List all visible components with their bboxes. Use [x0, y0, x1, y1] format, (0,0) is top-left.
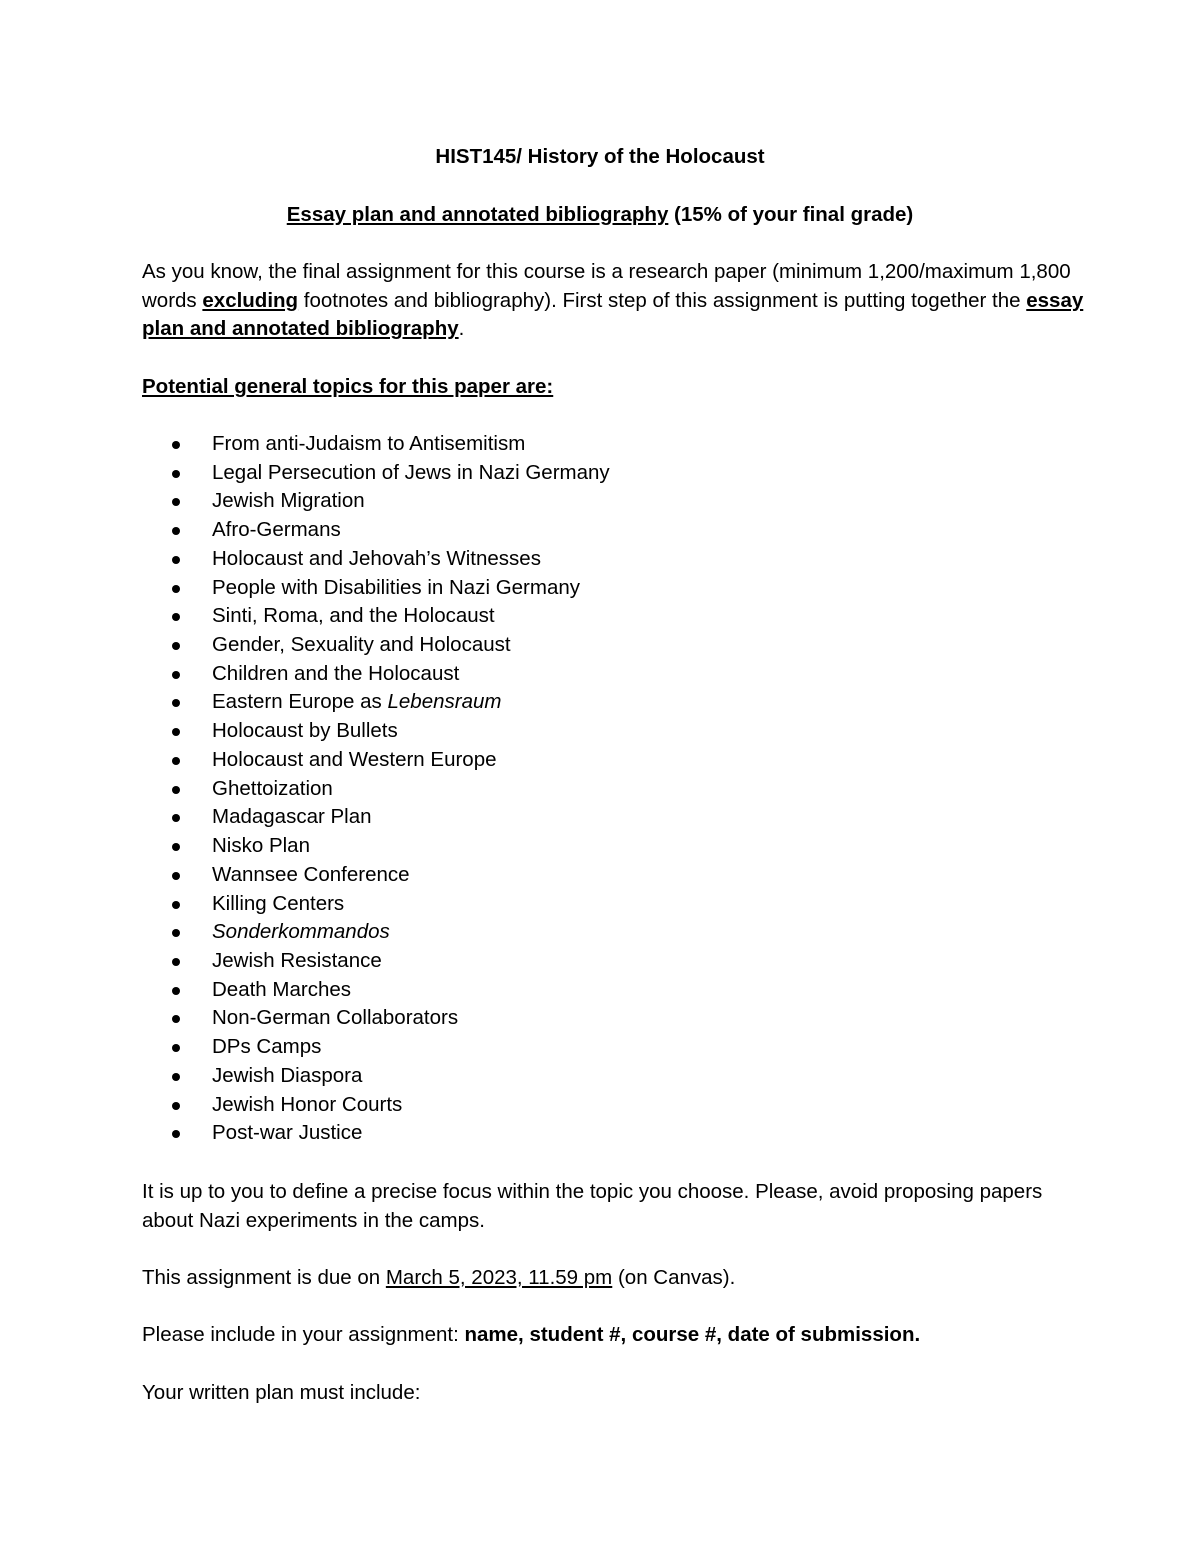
focus-paragraph: It is up to you to define a precise focus within the topic you choose. Please, avoid proposing papers about Nazi experiments in the camps.: [142, 1180, 1043, 1232]
topic-text: Wannsee Conference: [212, 862, 410, 886]
topic-text: Madagascar Plan: [212, 805, 372, 829]
topic-list-item: [142, 545, 1042, 574]
topic-list-item: [142, 1033, 1042, 1062]
bullet-icon: [172, 757, 180, 765]
bullet-icon: [172, 872, 180, 880]
topic-text: Ghettoization: [212, 776, 333, 800]
topic-text: Holocaust and Western Europe: [212, 747, 497, 771]
bullet-icon: [172, 1102, 180, 1110]
topic-text: Jewish Migration: [212, 489, 365, 513]
bullet-icon: [172, 470, 180, 478]
bullet-icon: [172, 929, 180, 937]
due-date: March 5, 2023, 11.59 pm: [385, 1266, 613, 1289]
topic-list-item: [142, 1119, 1042, 1148]
intro-emphasis-plan: essay plan and annotated bibliography: [142, 288, 1084, 341]
topic-list-item: [142, 459, 1042, 488]
topic-text: Gender, Sexuality and Holocaust: [212, 633, 511, 657]
topics-list: [142, 430, 1042, 1148]
topic-text: Eastern Europe as: [212, 690, 388, 714]
topic-text: Post-war Justice: [212, 1121, 363, 1145]
intro-paragraph: [142, 258, 1092, 344]
bullet-icon: [172, 1130, 180, 1138]
topics-heading: Potential general topics for this paper are:: [142, 375, 554, 398]
written-plan-heading: Your written plan must include:: [142, 1381, 421, 1404]
intro-text-1: As you know, the final assignment for this course is a research paper (minimum 1,200/maximum 1,800 words: [142, 260, 1071, 312]
topic-list-item: [142, 947, 1042, 976]
due-date-paragraph: [142, 1264, 1092, 1293]
topic-list-item: [142, 602, 1042, 631]
bullet-icon: [172, 671, 180, 679]
page-title: HIST145/ History of the Holocaust: [435, 145, 765, 168]
topic-list-item: [142, 688, 1042, 717]
subtitle-grade-weight: (15% of your final grade): [668, 203, 914, 226]
topic-text: Non-German Collaborators: [212, 1006, 459, 1030]
include-paragraph: [142, 1321, 1092, 1350]
topic-list-item: [142, 976, 1042, 1005]
topic-text: From anti-Judaism to Antisemitism: [212, 432, 526, 455]
bullet-icon: [172, 987, 180, 995]
topic-text-italic: Lebensraum: [387, 690, 502, 714]
bullet-icon: [172, 585, 180, 593]
topic-text: Death Marches: [212, 977, 352, 1001]
topic-text: People with Disabilities in Nazi Germany: [212, 575, 581, 599]
topic-text-italic: Sonderkommandos: [212, 920, 390, 944]
bullet-icon: [172, 1015, 180, 1023]
topic-list-item: [142, 861, 1042, 890]
intro-text-2: footnotes and bibliography). First step of this assignment is putting together the: [298, 288, 1027, 312]
bullet-icon: [172, 1044, 180, 1052]
topic-text: Jewish Honor Courts: [212, 1092, 403, 1116]
intro-text-3: .: [458, 317, 465, 341]
subtitle-underlined: Essay plan and annotated bibliography: [286, 203, 669, 226]
topic-list-item: [142, 1062, 1042, 1091]
bullet-icon: [172, 786, 180, 794]
topic-list-item: [142, 890, 1042, 919]
bullet-icon: [172, 441, 180, 449]
topic-list-item: [142, 574, 1042, 603]
topic-list-item: [142, 918, 1042, 947]
bullet-icon: [172, 498, 180, 506]
bullet-icon: [172, 642, 180, 650]
topic-text: Legal Persecution of Jews in Nazi Germany: [212, 460, 610, 484]
topic-list-item: [142, 803, 1042, 832]
due-text-before: This assignment is due on: [142, 1266, 386, 1289]
topic-list-item: [142, 430, 1042, 459]
topic-text: Children and the Holocaust: [212, 661, 460, 685]
bullet-icon: [172, 556, 180, 564]
bullet-icon: [172, 958, 180, 966]
topic-list-item: [142, 631, 1042, 660]
bullet-icon: [172, 901, 180, 909]
topic-list-item: [142, 746, 1042, 775]
bullet-icon: [172, 728, 180, 736]
topic-list-item: [142, 1004, 1042, 1033]
topic-text: DPs Camps: [212, 1035, 322, 1059]
topic-text: Jewish Resistance: [212, 948, 382, 972]
topic-text: Killing Centers: [212, 891, 345, 915]
topic-text: Nisko Plan: [212, 834, 310, 858]
topic-list-item: [142, 660, 1042, 689]
intro-emphasis-excluding: excluding: [202, 288, 299, 312]
bullet-icon: [172, 1073, 180, 1081]
topic-list-item: [142, 516, 1042, 545]
bullet-icon: [172, 527, 180, 535]
topic-list-item: [142, 832, 1042, 861]
topic-text: Jewish Diaspora: [212, 1063, 363, 1087]
include-required-items: name, student #, course #, date of submission.: [464, 1323, 921, 1346]
bullet-icon: [172, 613, 180, 621]
topic-list-item: [142, 1091, 1042, 1120]
topic-text: Afro-Germans: [212, 518, 341, 542]
bullet-icon: [172, 843, 180, 851]
topic-text: Sinti, Roma, and the Holocaust: [212, 604, 495, 628]
topic-list-item: [142, 487, 1042, 516]
assignment-subtitle: [0, 201, 1200, 229]
include-text-before: Please include in your assignment:: [142, 1323, 465, 1346]
due-text-after: (on Canvas).: [612, 1266, 736, 1289]
bullet-icon: [172, 699, 180, 707]
topic-text: Holocaust and Jehovah’s Witnesses: [212, 546, 541, 570]
bullet-icon: [172, 814, 180, 822]
topic-list-item: [142, 717, 1042, 746]
topic-list-item: [142, 775, 1042, 804]
topic-text: Holocaust by Bullets: [212, 719, 398, 743]
